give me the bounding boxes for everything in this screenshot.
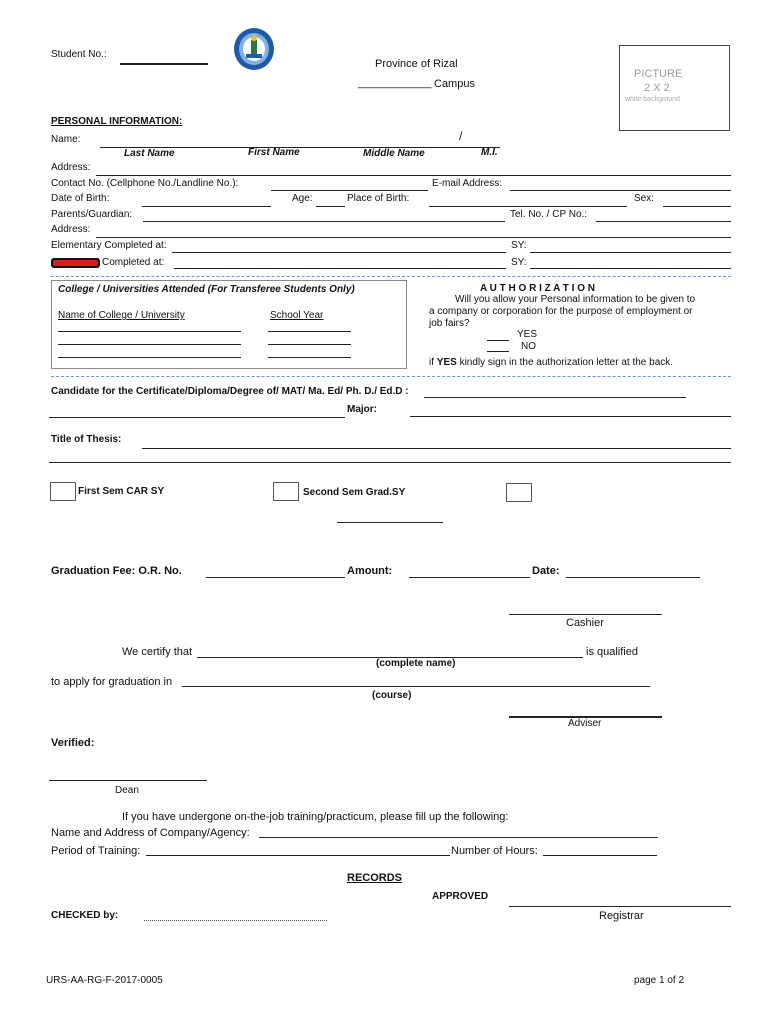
candidate-label: Candidate for the Certificate/Diploma/Degree of/ MAT/ Ma. Ed/ Ph. D./ Ed.D : (51, 386, 409, 397)
or-field[interactable] (206, 577, 345, 578)
secondary-sy-field[interactable] (530, 268, 731, 269)
course-caption: (course) (372, 690, 412, 701)
picture-box[interactable] (619, 45, 730, 131)
cashier-signature-field[interactable] (509, 614, 662, 615)
elementary-label: Elementary Completed at: (51, 240, 167, 251)
certify-prefix: We certify that (122, 646, 193, 658)
contact-label: Contact No. (Cellphone No./Landline No.): (51, 178, 239, 189)
first-sem-label: First Sem CAR SY (78, 486, 165, 497)
authorization-no: NO (521, 341, 536, 352)
ojt-intro: If you have undergone on-the-job training/practicum, please fill up the following: (122, 811, 509, 823)
cashier-label: Cashier (566, 617, 604, 629)
major-field[interactable] (410, 416, 731, 417)
authorization-note: if YES kindly sign in the authorization letter at the back. (429, 357, 674, 368)
hours-label: Number of Hours: (451, 845, 538, 857)
apply-prefix: to apply for graduation in (51, 676, 173, 688)
authorization-line-2: a company or corporation for the purpose of employment or (429, 306, 693, 317)
first-sem-checkbox[interactable] (50, 482, 76, 501)
period-label: Period of Training: (51, 845, 141, 857)
college-row-1-sy[interactable] (268, 331, 351, 332)
checked-by-label: CHECKED by: (51, 910, 119, 921)
first-name-caption: First Name (248, 147, 300, 158)
student-no-field[interactable] (120, 63, 208, 65)
sex-field[interactable] (663, 206, 731, 207)
dean-signature-field[interactable] (49, 780, 207, 781)
checked-by-field[interactable] (144, 920, 327, 921)
redacted-mark (51, 258, 100, 268)
second-sem-checkbox[interactable] (273, 482, 299, 501)
parent-address-label: Address: (51, 224, 91, 235)
amount-field[interactable] (409, 577, 530, 578)
authorization-no-blank[interactable] (487, 351, 509, 352)
candidate-field-2[interactable] (49, 417, 345, 418)
tel-label: Tel. No. / CP No.: (510, 209, 588, 220)
pob-field[interactable] (429, 206, 627, 207)
complete-name-caption: (complete name) (376, 658, 456, 669)
picture-note: white background (625, 96, 680, 103)
age-label: Age: (292, 193, 313, 204)
third-checkbox[interactable] (506, 483, 532, 502)
date-label: Date: (532, 565, 560, 577)
company-field[interactable] (259, 837, 658, 838)
form-code: URS-AA-RG-F-2017-0005 (46, 975, 163, 986)
name-slash: / (459, 129, 463, 143)
address-field[interactable] (96, 175, 731, 176)
age-field[interactable] (316, 206, 345, 207)
province-text: Province of Rizal (375, 58, 458, 70)
college-row-3-name[interactable] (58, 357, 241, 358)
college-col-sy: School Year (270, 310, 324, 321)
records-title: RECORDS (347, 872, 403, 884)
contact-field[interactable] (271, 190, 428, 191)
elementary-sy-field[interactable] (530, 252, 731, 253)
date-field[interactable] (566, 577, 700, 578)
email-label: E-mail Address: (432, 178, 503, 189)
student-no-label: Student No.: (51, 49, 107, 60)
elementary-sy-label: SY: (511, 240, 527, 251)
company-label: Name and Address of Company/Agency: (51, 827, 250, 839)
mi-caption: M.I. (481, 147, 498, 158)
secondary-sy-label: SY: (511, 257, 527, 268)
secondary-label: Completed at: (102, 257, 165, 268)
college-row-1-name[interactable] (58, 331, 241, 332)
authorization-line-1: Will you allow your Personal information to be given to (455, 294, 696, 305)
name-label: Name: (51, 134, 81, 145)
secondary-field[interactable] (174, 268, 506, 269)
authorization-title: A U T H O R I Z A T I O N (480, 283, 595, 294)
university-logo (233, 27, 275, 71)
dashed-divider-top (51, 276, 731, 277)
or-label: Graduation Fee: O.R. No. (51, 565, 182, 577)
personal-info-title: PERSONAL INFORMATION: (51, 116, 183, 127)
major-label: Major: (347, 404, 377, 415)
dob-label: Date of Birth: (51, 193, 110, 204)
certify-suffix: is qualified (586, 646, 638, 658)
course-field[interactable] (182, 686, 650, 687)
registrar-signature-field[interactable] (509, 906, 731, 907)
college-row-2-sy[interactable] (268, 344, 351, 345)
college-col-name: Name of College / University (58, 310, 185, 321)
semester-sy-field[interactable] (337, 522, 443, 523)
pob-label: Place of Birth: (347, 193, 410, 204)
dean-label: Dean (115, 785, 139, 796)
authorization-yes: YES (517, 329, 538, 340)
verified-label: Verified: (51, 737, 95, 749)
amount-label: Amount: (347, 565, 393, 577)
adviser-label: Adviser (568, 718, 602, 729)
sex-label: Sex: (634, 193, 655, 204)
picture-size: 2 X 2 (644, 82, 670, 94)
campus-label: Campus (434, 78, 475, 90)
picture-label: PICTURE (634, 68, 683, 80)
email-field[interactable] (510, 190, 731, 191)
thesis-field[interactable] (142, 448, 731, 449)
authorization-yes-blank[interactable] (487, 340, 509, 341)
parent-address-field[interactable] (96, 237, 731, 238)
candidate-field[interactable] (424, 397, 686, 398)
dashed-divider-bottom (51, 376, 731, 377)
second-sem-label: Second Sem Grad.SY (303, 487, 406, 498)
college-title: College / Universities Attended (For Transferee Students Only) (58, 284, 355, 295)
college-row-3-sy[interactable] (268, 357, 351, 358)
authorization-line-3: job fairs? (429, 318, 470, 329)
thesis-label: Title of Thesis: (51, 434, 122, 445)
last-name-caption: Last Name (124, 148, 175, 159)
page-number: page 1 of 2 (634, 975, 685, 986)
dob-field[interactable] (142, 206, 271, 207)
elementary-field[interactable] (172, 252, 506, 253)
authorization-note-yes: YES (436, 357, 457, 368)
thesis-field-2[interactable] (49, 462, 731, 463)
college-box (51, 280, 407, 369)
registrar-label: Registrar (599, 910, 644, 922)
tel-field[interactable] (596, 221, 731, 222)
parents-label: Parents/Guardian: (51, 209, 133, 220)
address-label: Address: (51, 162, 91, 173)
college-row-2-name[interactable] (58, 344, 241, 345)
parents-field[interactable] (143, 221, 505, 222)
hours-field[interactable] (543, 855, 657, 856)
period-field[interactable] (146, 855, 450, 856)
approved-label: APPROVED (432, 891, 489, 902)
campus-blank[interactable]: ____________ (358, 77, 432, 89)
middle-name-caption: Middle Name (363, 148, 425, 159)
